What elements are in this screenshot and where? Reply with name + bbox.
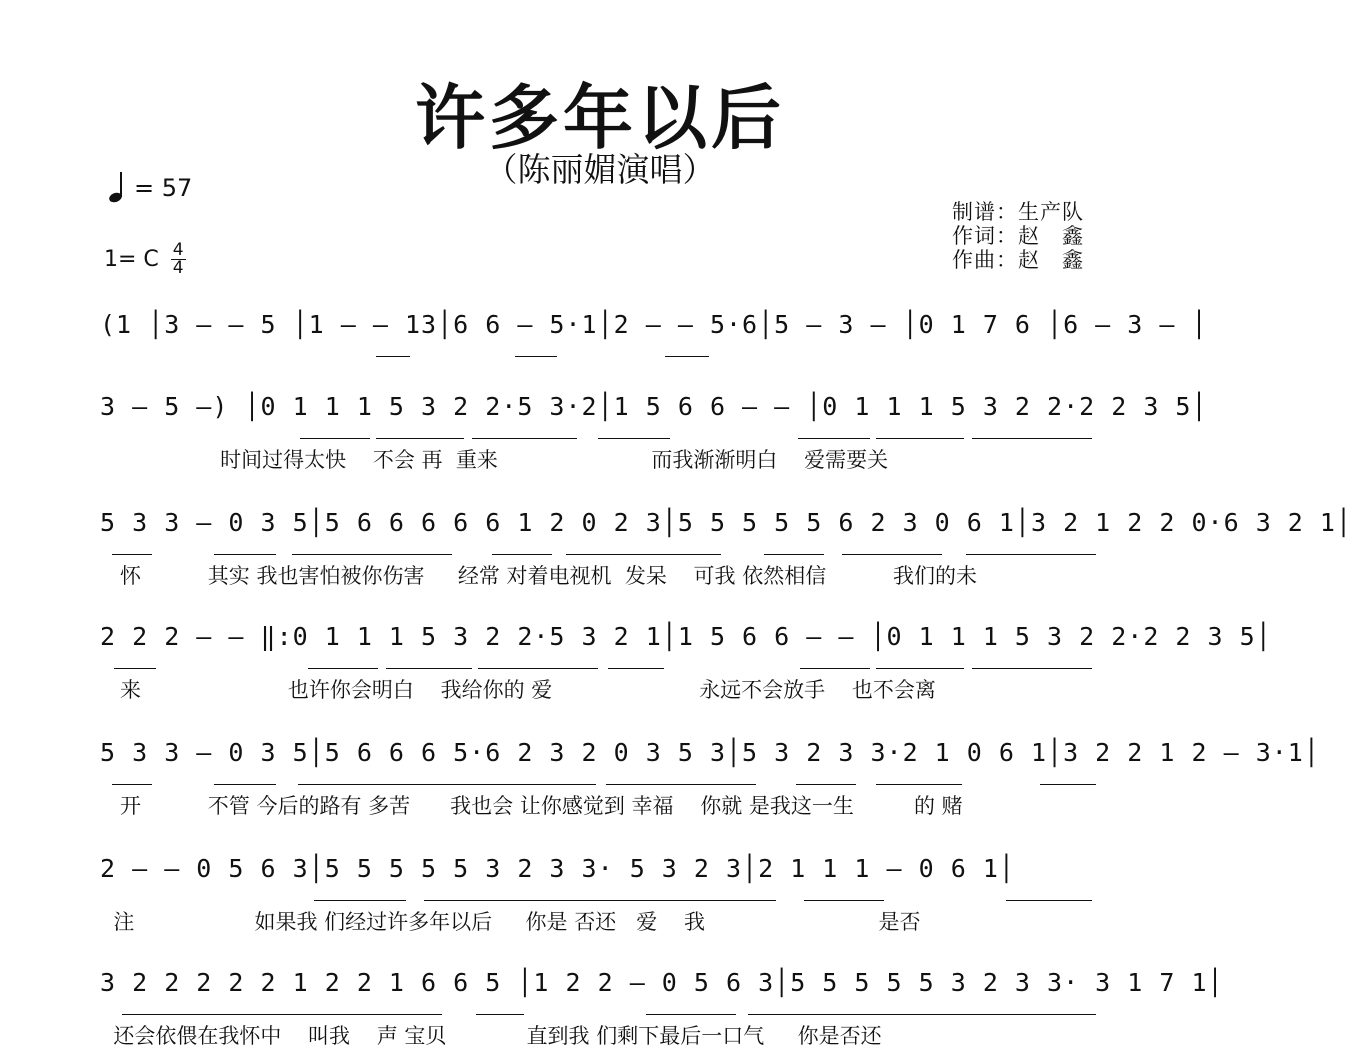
notation-line: 3 — 5 —) │0 1 1 1 5 3 2 2·5 3·2│1 5 6 6 — — │0 1 1 1 5 3 2 2·2 2 3 5│ [100,392,1208,421]
time-signature-top: 4 [172,240,184,260]
tempo-marking [108,172,192,202]
lyric-line: 怀 其实 我也害怕被你伤害 经常 对着电视机 发呆 可我 依然相信 我们的未 [100,564,977,588]
notation-line: 2 — — 0 5 6 3│5 5 5 5 5 3 2 3 3· 5 3 2 3│2 1 1 1 — 0 6 1│ [100,854,1015,883]
lyric-line: 时间过得太快 不会 再 重来 而我渐渐明白 爱需要关 [100,448,889,472]
notation-line: 3 2 2 2 2 2 1 2 2 1 6 6 5 │1 2 2 — 0 5 6 3│5 5 5 5 5 3 2 3 3· 3 1 7 1│ [100,968,1224,997]
lyric-line: 来 也许你会明白 我给你的 爱 永远不会放手 也不会离 [100,678,936,702]
key-signature [104,242,186,276]
lyric-line: 还会依偎在我怀中 叫我 声 宝贝 直到我 们剩下最后一口气 你是否还 [100,1024,882,1048]
time-signature-bottom: 4 [172,258,184,278]
credit-music: 作曲：赵 鑫 [952,248,1084,272]
beam-lines [100,356,1100,362]
quarter-note-icon [108,172,126,202]
lyric-line: 注 如果我 们经过许多年以后 你是 否还 爱 我 是否 [100,910,921,934]
notation-line: 2 2 2 — — ‖:0 1 1 1 5 3 2 2·5 3 2 1│1 5 6 6 — — │0 1 1 1 5 3 2 2·2 2 3 5│ [100,622,1272,651]
lyric-line: 开 不管 今后的路有 多苦 我也会 让你感觉到 幸福 你就 是我这一生 的 赌 [100,794,963,818]
song-title: 许多年以后 [415,77,785,159]
notation-line: (1 │3 — — 5 │1 — — 13│6 6 — 5·1│2 — — 5·6│5 — 3 — │0 1 7 6 │6 — 3 — │ [100,310,1208,339]
performer-subtitle: （陈丽媚演唱） [484,150,716,189]
tempo-value: = 57 [134,174,193,202]
notation-line: 5 3 3 — 0 3 5│5 6 6 6 6 6 1 2 0 2 3│5 5 5 5 5 6 2 3 0 6 1│3 2 1 2 2 0·6 3 2 1│ [100,508,1352,537]
time-signature [171,242,186,276]
notation-line: 5 3 3 — 0 3 5│5 6 6 6 5·6 2 3 2 0 3 5 3│5 3 2 3 3·2 1 0 6 1│3 2 2 1 2 — 3·1│ [100,738,1320,767]
credit-lyrics: 作词：赵 鑫 [952,224,1084,248]
key-label: 1= C [104,246,159,272]
credit-notation: 制谱：生产队 [952,200,1084,224]
